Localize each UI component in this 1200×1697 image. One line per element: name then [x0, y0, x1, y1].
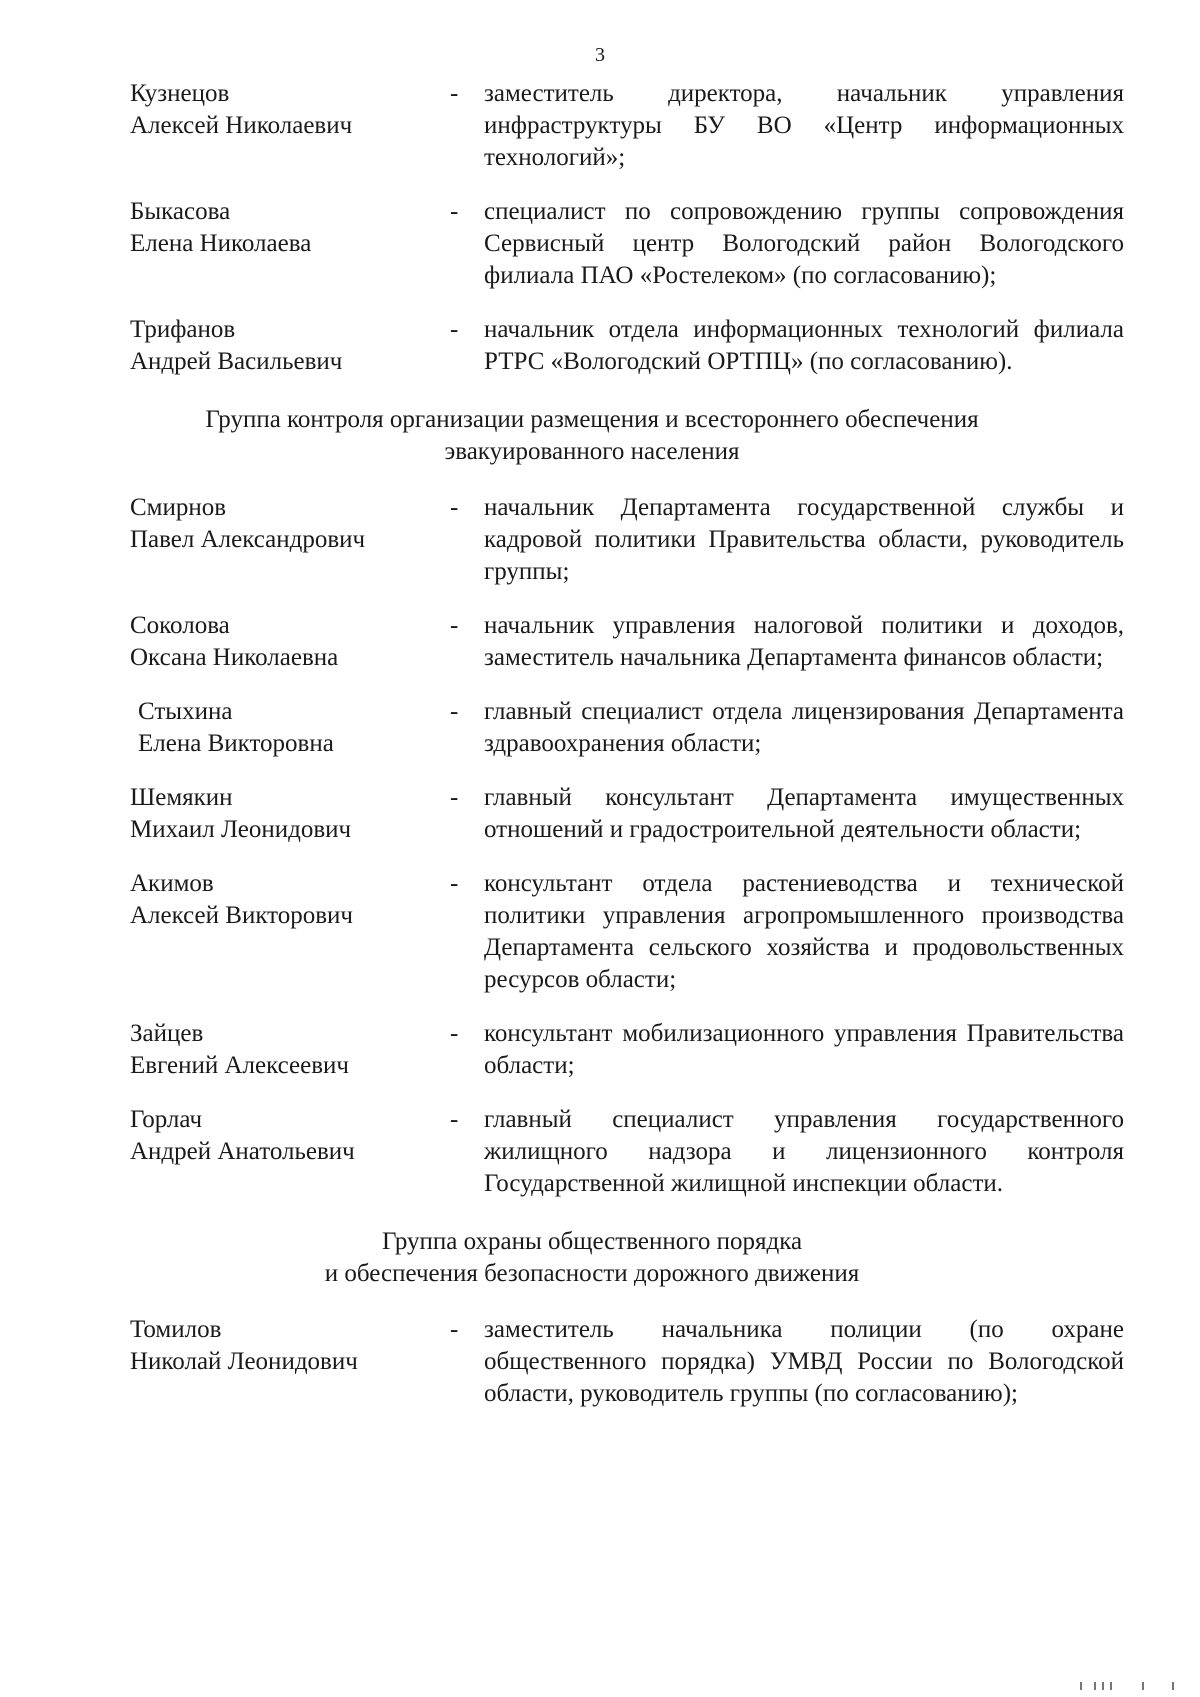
member-entry — [130, 868, 1124, 996]
member-role: начальник управления налоговой политики и доходов, заместитель начальника Департамента финансов области; — [484, 612, 1124, 671]
member-surname: Соколова — [130, 612, 230, 639]
dash-separator: - — [450, 316, 459, 343]
member-name — [138, 696, 450, 760]
document-body — [130, 78, 1124, 1410]
member-entry — [130, 782, 1124, 846]
group-heading-line: и обеспечения безопасности дорожного движения — [324, 1260, 860, 1287]
member-entry — [130, 196, 1124, 292]
member-name — [130, 868, 450, 932]
member-surname: Томилов — [130, 1316, 222, 1343]
dash-separator: - — [450, 870, 459, 897]
dash-separator: - — [450, 494, 459, 521]
member-role: консультант отдела растениеводства и технической политики управления агропромышленного производства Департамента сельского хозяйства и продовольственных ресурсов области; — [484, 870, 1124, 993]
member-role: специалист по сопровождению группы сопровождения Сервисный центр Вологодский район Вологодского филиала ПАО «Ростелеком» (по согласованию); — [484, 198, 1124, 289]
member-role: главный специалист отдела лицензирования Департамента здравоохранения области; — [484, 698, 1124, 757]
member-role: заместитель начальника полиции (по охране общественного порядка) УМВД России по Вологодской области, руководитель группы (по согласованию); — [484, 1316, 1124, 1407]
member-role: главный консультант Департамента имущественных отношений и градостроительной деятельности области; — [484, 784, 1124, 843]
group-heading-line: Группа контроля организации размещения и всестороннего обеспечения — [205, 406, 979, 433]
dash-separator: - — [450, 1020, 459, 1047]
member-surname: Зайцев — [130, 1020, 204, 1047]
member-given-name: Елена Викторовна — [138, 730, 334, 757]
page-number: 3 — [595, 44, 605, 66]
member-given-name: Михаил Леонидович — [130, 816, 352, 843]
member-given-name: Алексей Николаевич — [130, 112, 353, 139]
member-surname: Трифанов — [130, 316, 236, 343]
dash-separator: - — [450, 698, 459, 725]
member-role: консультант мобилизационного управления Правительства области; — [484, 1020, 1124, 1079]
group-heading — [80, 1226, 1104, 1290]
group-heading — [80, 404, 1104, 468]
member-name — [130, 1314, 450, 1378]
member-given-name: Николай Леонидович — [130, 1348, 358, 1375]
member-name — [130, 492, 450, 556]
scan-artifact — [1080, 1682, 1180, 1692]
member-surname: Шемякин — [130, 784, 233, 811]
member-surname: Акимов — [130, 870, 214, 897]
member-given-name: Оксана Николаевна — [130, 644, 339, 671]
dash-separator: - — [450, 1316, 459, 1343]
group-heading-line: эвакуированного населения — [444, 438, 740, 465]
member-name — [130, 314, 450, 378]
dash-separator: - — [450, 1106, 459, 1133]
member-given-name: Алексей Викторович — [130, 902, 353, 929]
member-given-name: Андрей Анатольевич — [130, 1138, 355, 1165]
member-entry — [130, 696, 1124, 760]
member-given-name: Евгений Алексеевич — [130, 1052, 349, 1079]
member-entry — [130, 610, 1124, 674]
member-name — [130, 1104, 450, 1168]
dash-separator: - — [450, 80, 459, 107]
member-entry — [130, 314, 1124, 378]
member-role: начальник отдела информационных технологий филиала РТРС «Вологодский ОРТПЦ» (по согласованию). — [484, 316, 1124, 375]
member-surname: Кузнецов — [130, 80, 230, 107]
member-surname: Быкасова — [130, 198, 231, 225]
member-surname: Горлач — [130, 1106, 203, 1133]
member-entry — [130, 1104, 1124, 1200]
group-heading-line: Группа охраны общественного порядка — [381, 1228, 803, 1255]
member-entry — [130, 1314, 1124, 1410]
member-role: главный специалист управления государственного жилищного надзора и лицензионного контроля Государственной жилищной инспекции области. — [484, 1106, 1124, 1197]
member-name — [130, 196, 450, 260]
member-role: начальник Департамента государственной службы и кадровой политики Правительства области, руководитель группы; — [484, 494, 1124, 585]
member-entry — [130, 1018, 1124, 1082]
dash-separator: - — [450, 612, 459, 639]
member-name — [130, 610, 450, 674]
member-name — [130, 1018, 450, 1082]
dash-separator: - — [450, 198, 459, 225]
member-surname: Стыхина — [138, 698, 233, 725]
member-given-name: Павел Александрович — [130, 526, 366, 553]
member-given-name: Елена Николаева — [130, 230, 312, 257]
member-given-name: Андрей Васильевич — [130, 348, 343, 375]
member-name — [130, 782, 450, 846]
member-entry — [130, 492, 1124, 588]
member-name — [130, 78, 450, 142]
dash-separator: - — [450, 784, 459, 811]
member-entry — [130, 78, 1124, 174]
member-role: заместитель директора, начальник управления инфраструктуры БУ ВО «Центр информационных технологий»; — [484, 80, 1124, 171]
member-surname: Смирнов — [130, 494, 227, 521]
